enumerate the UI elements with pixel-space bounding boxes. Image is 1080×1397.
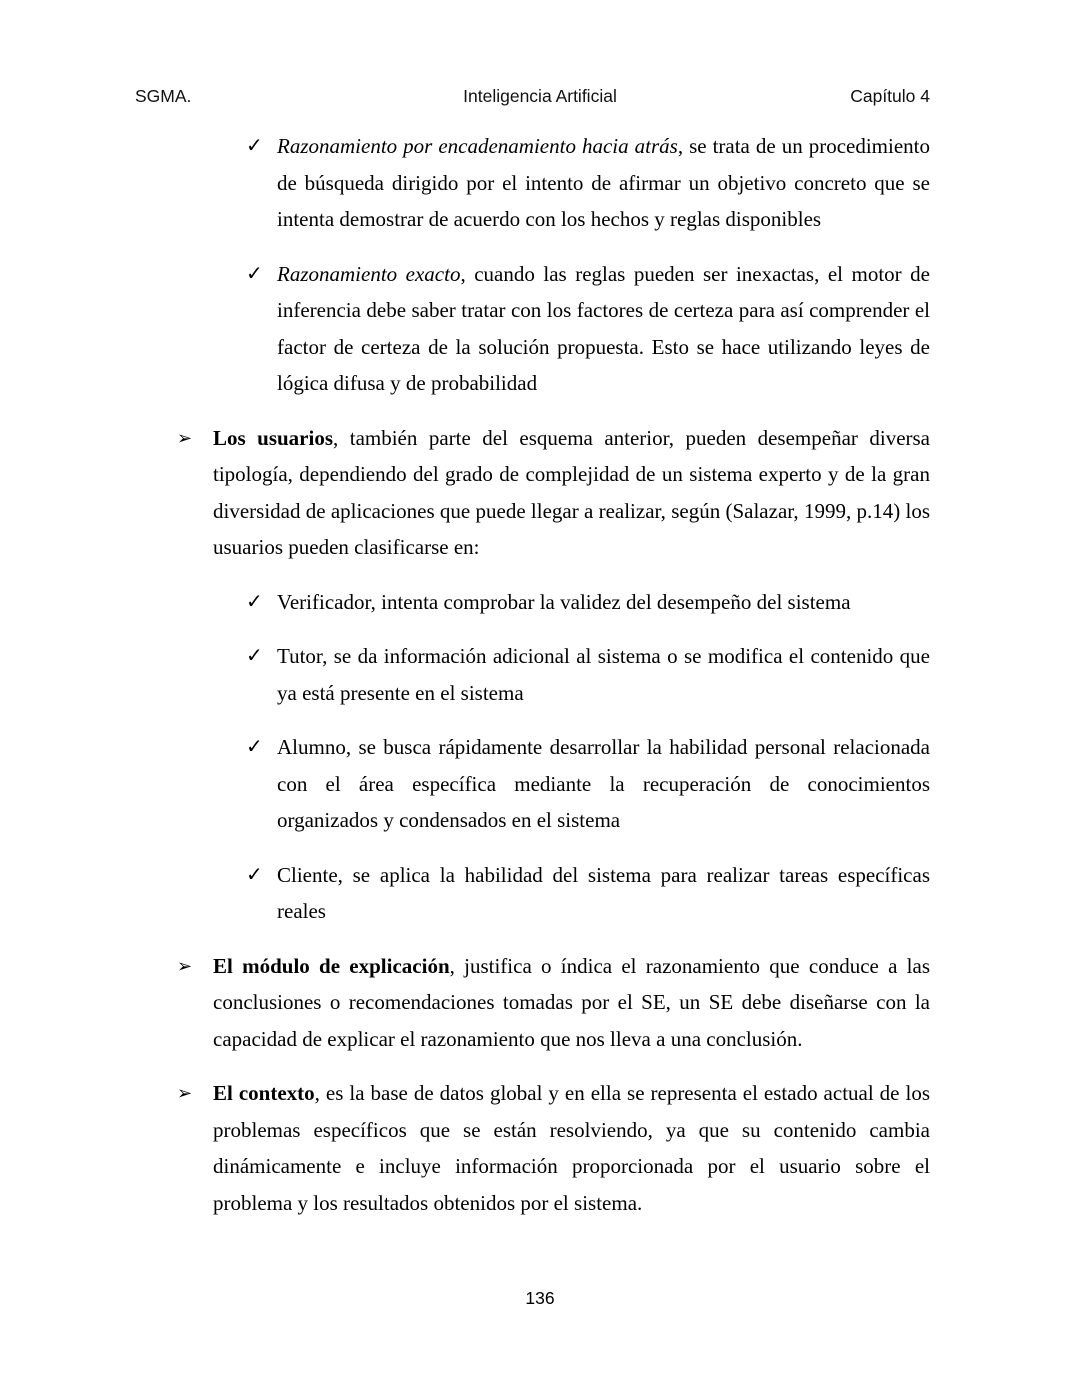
header-left: SGMA. [135,86,192,106]
check-list-item [246,857,930,930]
item-text: Alumno, se busca rápidamente desarrollar la habilidad personal relacionada con el área específica mediante la recuperación de conocimientos organizados y condensados en el sistema [277,735,930,832]
page-number: 136 [525,1288,555,1308]
check-list-item [246,128,930,238]
header-title: Inteligencia Artificial [463,86,617,106]
item-text: Cliente, se aplica la habilidad del sistema para realizar tareas específicas reales [277,862,930,923]
checkmark-icon: ✓ [246,863,263,886]
bullet-list-item [177,420,930,566]
item-text: , es la base de datos global y en ella se representa el estado actual de los problemas específicos que se están resolviendo, ya que su contenido cambia dinámicamente e incluye información proporcionada por el usuario sobre el problema y los resultados obtenidos por el sistema. [213,1081,930,1215]
checkmark-icon: ✓ [246,135,263,157]
item-text: , se trata de un procedimiento de búsqueda dirigido por el intento de afirmar un objetivo concreto que se intenta demostrar de acuerdo con los hechos y reglas disponibles [277,134,930,231]
item-text: , cuando las reglas pueden ser inexactas, el motor de inferencia debe saber tratar con los factores de certeza para así comprender el factor de certeza de la solución propuesta. Esto se hace utilizando leyes de lógica difusa y de probabilidad [277,261,930,395]
check-list-item [246,256,930,402]
checkmark-icon: ✓ [246,645,263,667]
item-text: Verificador, intenta comprobar la validez del desempeño del sistema [277,589,851,614]
header-chapter: Capítulo 4 [850,86,930,106]
checkmark-icon: ✓ [246,262,263,285]
arrow-bullet-icon: ➢ [177,427,193,448]
item-lead-term: El módulo de explicación [213,953,450,978]
bullet-list-item [177,1075,930,1221]
check-list-item [246,729,930,839]
body-content [0,128,1080,1239]
item-lead-term: Razonamiento exacto [277,261,461,286]
item-lead-term: Razonamiento por encadenamiento hacia atrás [277,134,678,158]
check-list-item [246,638,930,711]
check-list-item [246,584,930,621]
item-lead-term: El contexto [213,1081,315,1105]
checkmark-icon: ✓ [246,590,263,613]
item-lead-term: Los usuarios [213,425,334,450]
arrow-bullet-icon: ➢ [177,955,193,976]
bullet-list-item [177,948,930,1058]
checkmark-icon: ✓ [246,736,263,758]
item-text: , justifica o índica el razonamiento que conduce a las conclusiones o recomendaciones tomadas por el SE, un SE debe diseñarse con la capacidad de explicar el razonamiento que nos lleva a una conclusión. [213,953,930,1051]
item-text: , también parte del esquema anterior, pueden desempeñar diversa tipología, dependiendo del grado de complejidad de un sistema experto y de la gran diversidad de aplicaciones que puede llegar a realizar, según (Salazar, 1999, p.14) los usuarios pueden clasificarse en: [213,425,930,559]
arrow-bullet-icon: ➢ [177,1083,193,1103]
item-text: Tutor, se da información adicional al sistema o se modifica el contenido que ya está presente en el sistema [277,644,930,705]
